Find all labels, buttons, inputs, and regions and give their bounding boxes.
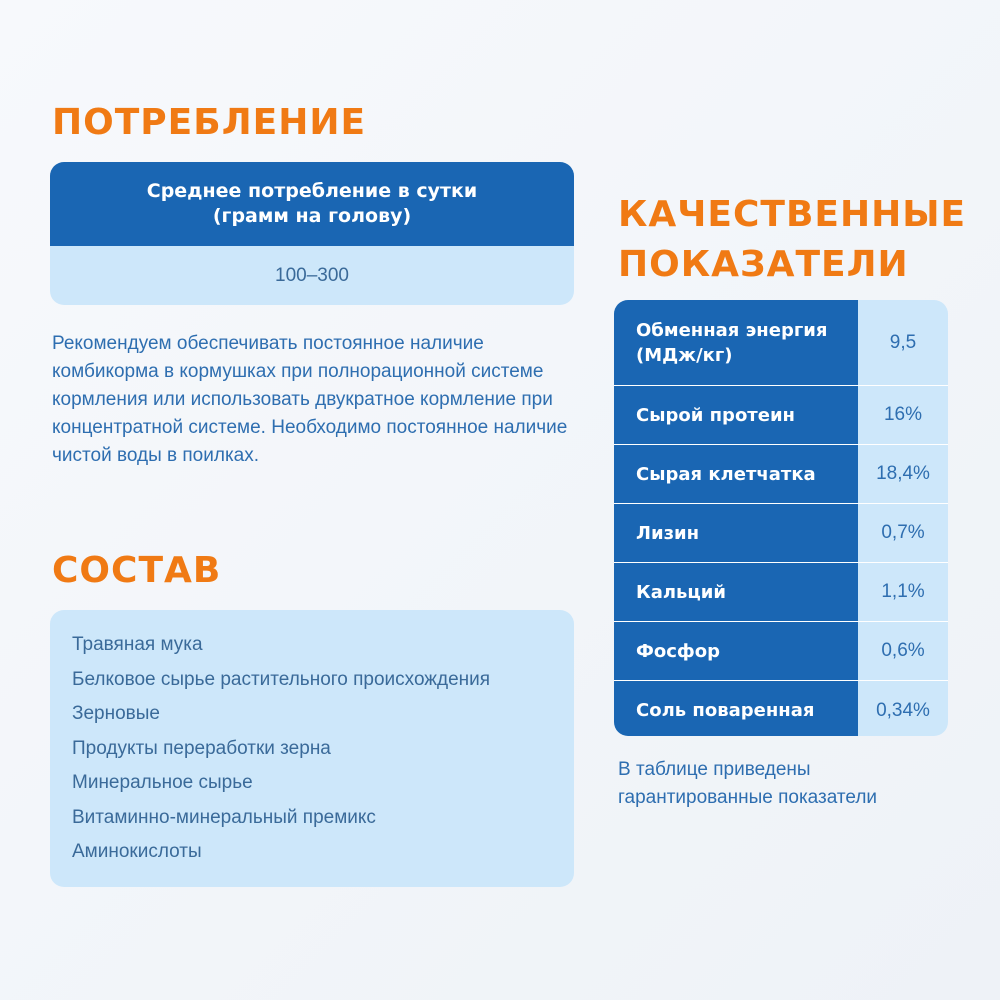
quality-value: 9,5: [889, 331, 917, 353]
quality-label: Сырой протеин: [614, 386, 858, 444]
consumption-header-line1: Среднее потребление в сутки: [146, 180, 478, 202]
quality-heading-line1: КАЧЕСТВЕННЫЕ: [618, 194, 967, 235]
quality-value: 0,6%: [881, 640, 925, 661]
composition-item: Витаминно-минеральный премикс: [72, 806, 376, 828]
composition-item: Продукты переработки зерна: [72, 737, 331, 759]
quality-label: Обменная энергия (МДж/кг): [614, 300, 858, 385]
composition-item: Белковое сырье растительного происхождения: [72, 668, 491, 690]
quality-value: 0,7%: [881, 522, 925, 543]
consumption-card-header: [50, 162, 574, 246]
quality-value: 0,34%: [876, 699, 930, 721]
quality-label: Фосфор: [614, 622, 858, 680]
consumption-card: [50, 162, 574, 305]
quality-heading-line2: ПОКАЗАТЕЛИ: [618, 244, 909, 285]
table-row: [614, 504, 948, 563]
composition-item: Травяная мука: [72, 634, 203, 655]
quality-label: Лизин: [614, 504, 858, 562]
quality-label: Сырая клетчатка: [614, 445, 858, 503]
quality-table: [614, 300, 948, 736]
composition-heading: СОСТАВ: [52, 550, 222, 591]
composition-item: Зерновые: [72, 703, 160, 724]
table-row: [614, 300, 948, 386]
quality-heading: [618, 190, 966, 290]
table-row: [614, 622, 948, 681]
composition-item: Минеральное сырье: [72, 772, 253, 793]
quality-label: Соль поваренная: [614, 681, 858, 736]
quality-label: Кальций: [614, 563, 858, 621]
quality-note: В таблице приведены гарантированные показатели: [618, 759, 878, 808]
table-row: [614, 445, 948, 504]
composition-list: [72, 628, 574, 870]
consumption-heading: ПОТРЕБЛЕНИЕ: [52, 102, 367, 143]
table-row: [614, 681, 948, 736]
consumption-value: 100–300: [275, 264, 349, 286]
composition-item: Аминокислоты: [72, 841, 202, 862]
table-row: [614, 386, 948, 445]
table-row: [614, 563, 948, 622]
quality-value: 18,4%: [876, 463, 930, 484]
quality-value: 16%: [883, 404, 923, 425]
consumption-header-line2: (грамм на голову): [212, 205, 412, 227]
consumption-paragraph: Рекомендуем обеспечивать постоянное наличие комбикорма в кормушках при полнорационной системе кормления или использовать двукратное кормление при концентратной системе. Необходимо постоянное наличие чистой воды в поилках.: [52, 333, 568, 466]
composition-card: [50, 610, 574, 887]
quality-value: 1,1%: [881, 581, 925, 602]
